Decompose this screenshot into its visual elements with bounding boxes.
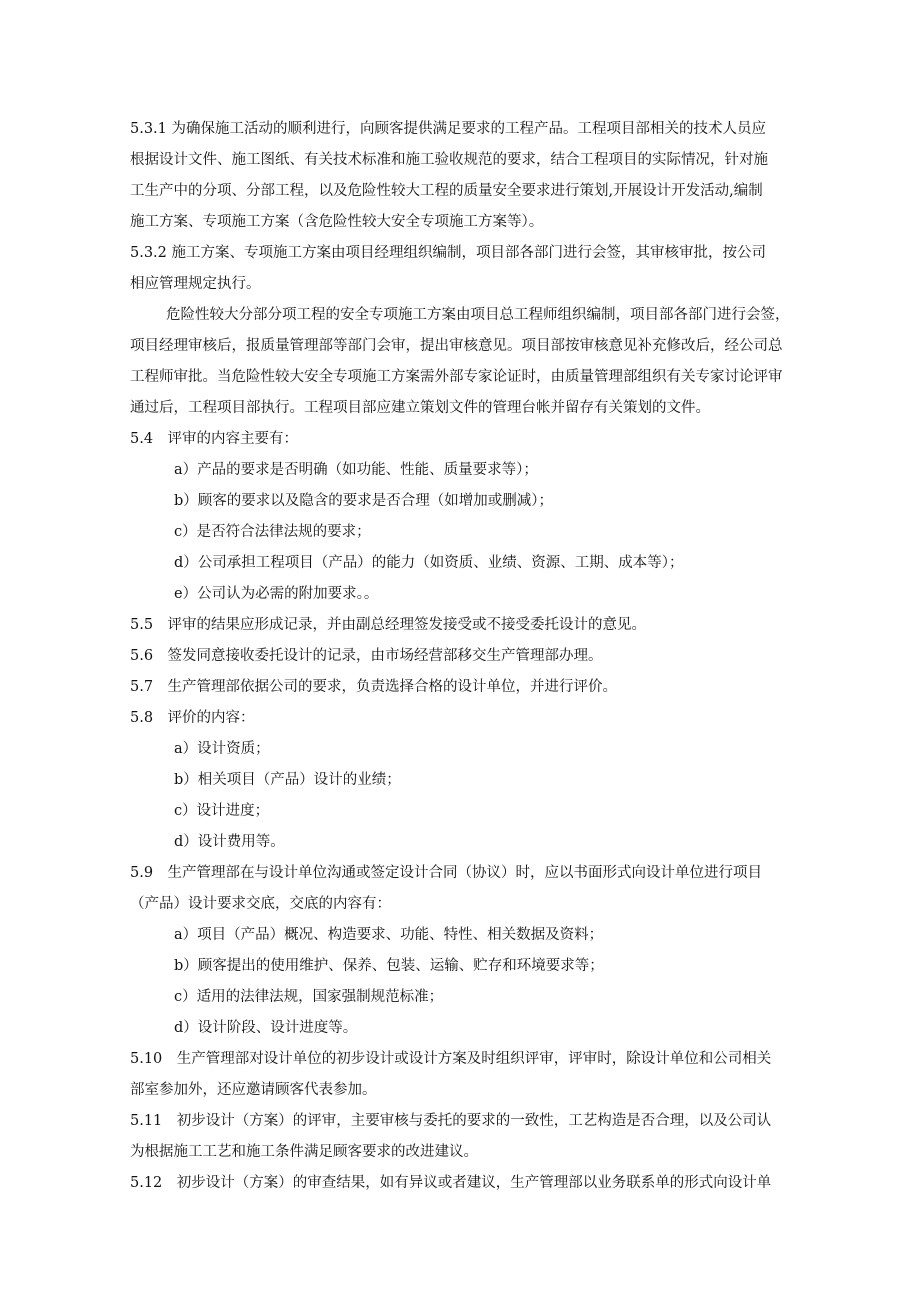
list-item: d）设计阶段、设计进度等。 <box>174 1020 358 1036</box>
text-line: 为根据施工工艺和施工条件满足顾客要求的改进建议。 <box>130 1144 478 1160</box>
section-heading: 5.4 评审的内容主要有： <box>130 431 299 447</box>
section-heading: 5.5 评审的结果应形成记录，并由副总经理签发接受或不接受委托设计的意见。 <box>130 617 647 633</box>
list-item: c）适用的法律法规，国家强制规范标准； <box>174 989 444 1005</box>
list-item: c）设计进度； <box>174 803 270 819</box>
section-heading: 5.9 生产管理部在与设计单位沟通或签定设计合同（协议）时，应以书面形式向设计单位进行项目 <box>130 865 763 881</box>
list-item: a）产品的要求是否明确（如功能、性能、质量要求等）； <box>174 462 538 478</box>
section-heading: 5.12 初步设计（方案）的审查结果，如有异议或者建议，生产管理部以业务联系单的形式向设计单 <box>130 1175 772 1191</box>
list-item: b）顾客提出的使用维护、保养、包装、运输、贮存和环境要求等； <box>174 958 604 974</box>
text-line: 工生产中的分项、分部工程，以及危险性较大工程的质量安全要求进行策划,开展设计开发活动,编制 <box>130 183 763 199</box>
text-line: 危险性较大分部分项工程的安全专项施工方案由项目总工程师组织编制，项目部各部门进行会签， <box>166 307 790 323</box>
text-line: 工程师审批。当危险性较大安全专项施工方案需外部专家论证时，由质量管理部组织有关专家讨论评审 <box>130 369 783 385</box>
list-item: a）项目（产品）概况、构造要求、功能、特性、相关数据及资料； <box>174 927 604 943</box>
section-heading: 5.7 生产管理部依据公司的要求，负责选择合格的设计单位，并进行评价。 <box>130 679 618 695</box>
list-item: c）是否符合法律法规的要求； <box>174 524 371 540</box>
text-line: 通过后，工程项目部执行。工程项目部应建立策划文件的管理台帐并留存有关策划的文件。 <box>130 400 710 416</box>
text-line: 部室参加外，还应邀请顾客代表参加。 <box>130 1082 377 1098</box>
section-heading: 5.8 评价的内容： <box>130 710 255 726</box>
list-item: d）设计费用等。 <box>174 834 285 850</box>
section-heading: 5.6 签发同意接收委托设计的记录，由市场经营部移交生产管理部办理。 <box>130 648 603 664</box>
text-line: 施工方案、专项施工方案（含危险性较大安全专项施工方案等）。 <box>130 214 544 230</box>
text-line: 5.3.2 施工方案、专项施工方案由项目经理组织编制，项目部各部门进行会签，其审核审批，按公司 <box>130 245 766 261</box>
text-line: 相应管理规定执行。 <box>130 276 261 292</box>
list-item: a）设计资质； <box>174 741 270 757</box>
text-line: （产品）设计要求交底，交底的内容有： <box>130 896 391 912</box>
list-item: b）顾客的要求以及隐含的要求是否合理（如增加或删减）； <box>174 493 554 509</box>
section-heading: 5.11 初步设计（方案）的评审，主要审核与委托的要求的一致性，工艺构造是否合理，以及公司认 <box>130 1113 772 1129</box>
list-item: b）相关项目（产品）设计的业绩； <box>174 772 401 788</box>
text-line: 根据设计文件、施工图纸、有关技术标准和施工验收规范的要求，结合工程项目的实际情况，针对施 <box>130 152 768 168</box>
list-item: d）公司承担工程项目（产品）的能力（如资质、业绩、资源、工期、成本等）； <box>174 555 684 571</box>
section-heading: 5.10 生产管理部对设计单位的初步设计或设计方案及时组织评审，评审时，除设计单位和公司相关 <box>130 1051 772 1067</box>
text-line: 项目经理审核后，报质量管理部等部门会审，提出审核意见。项目部按审核意见补充修改后，经公司总 <box>130 338 783 354</box>
list-item: e）公司认为必需的附加要求。。 <box>174 586 379 602</box>
text-line: 5.3.1 为确保施工活动的顺利进行，向顾客提供满足要求的工程产品。工程项目部相关的技术人员应 <box>130 121 766 137</box>
